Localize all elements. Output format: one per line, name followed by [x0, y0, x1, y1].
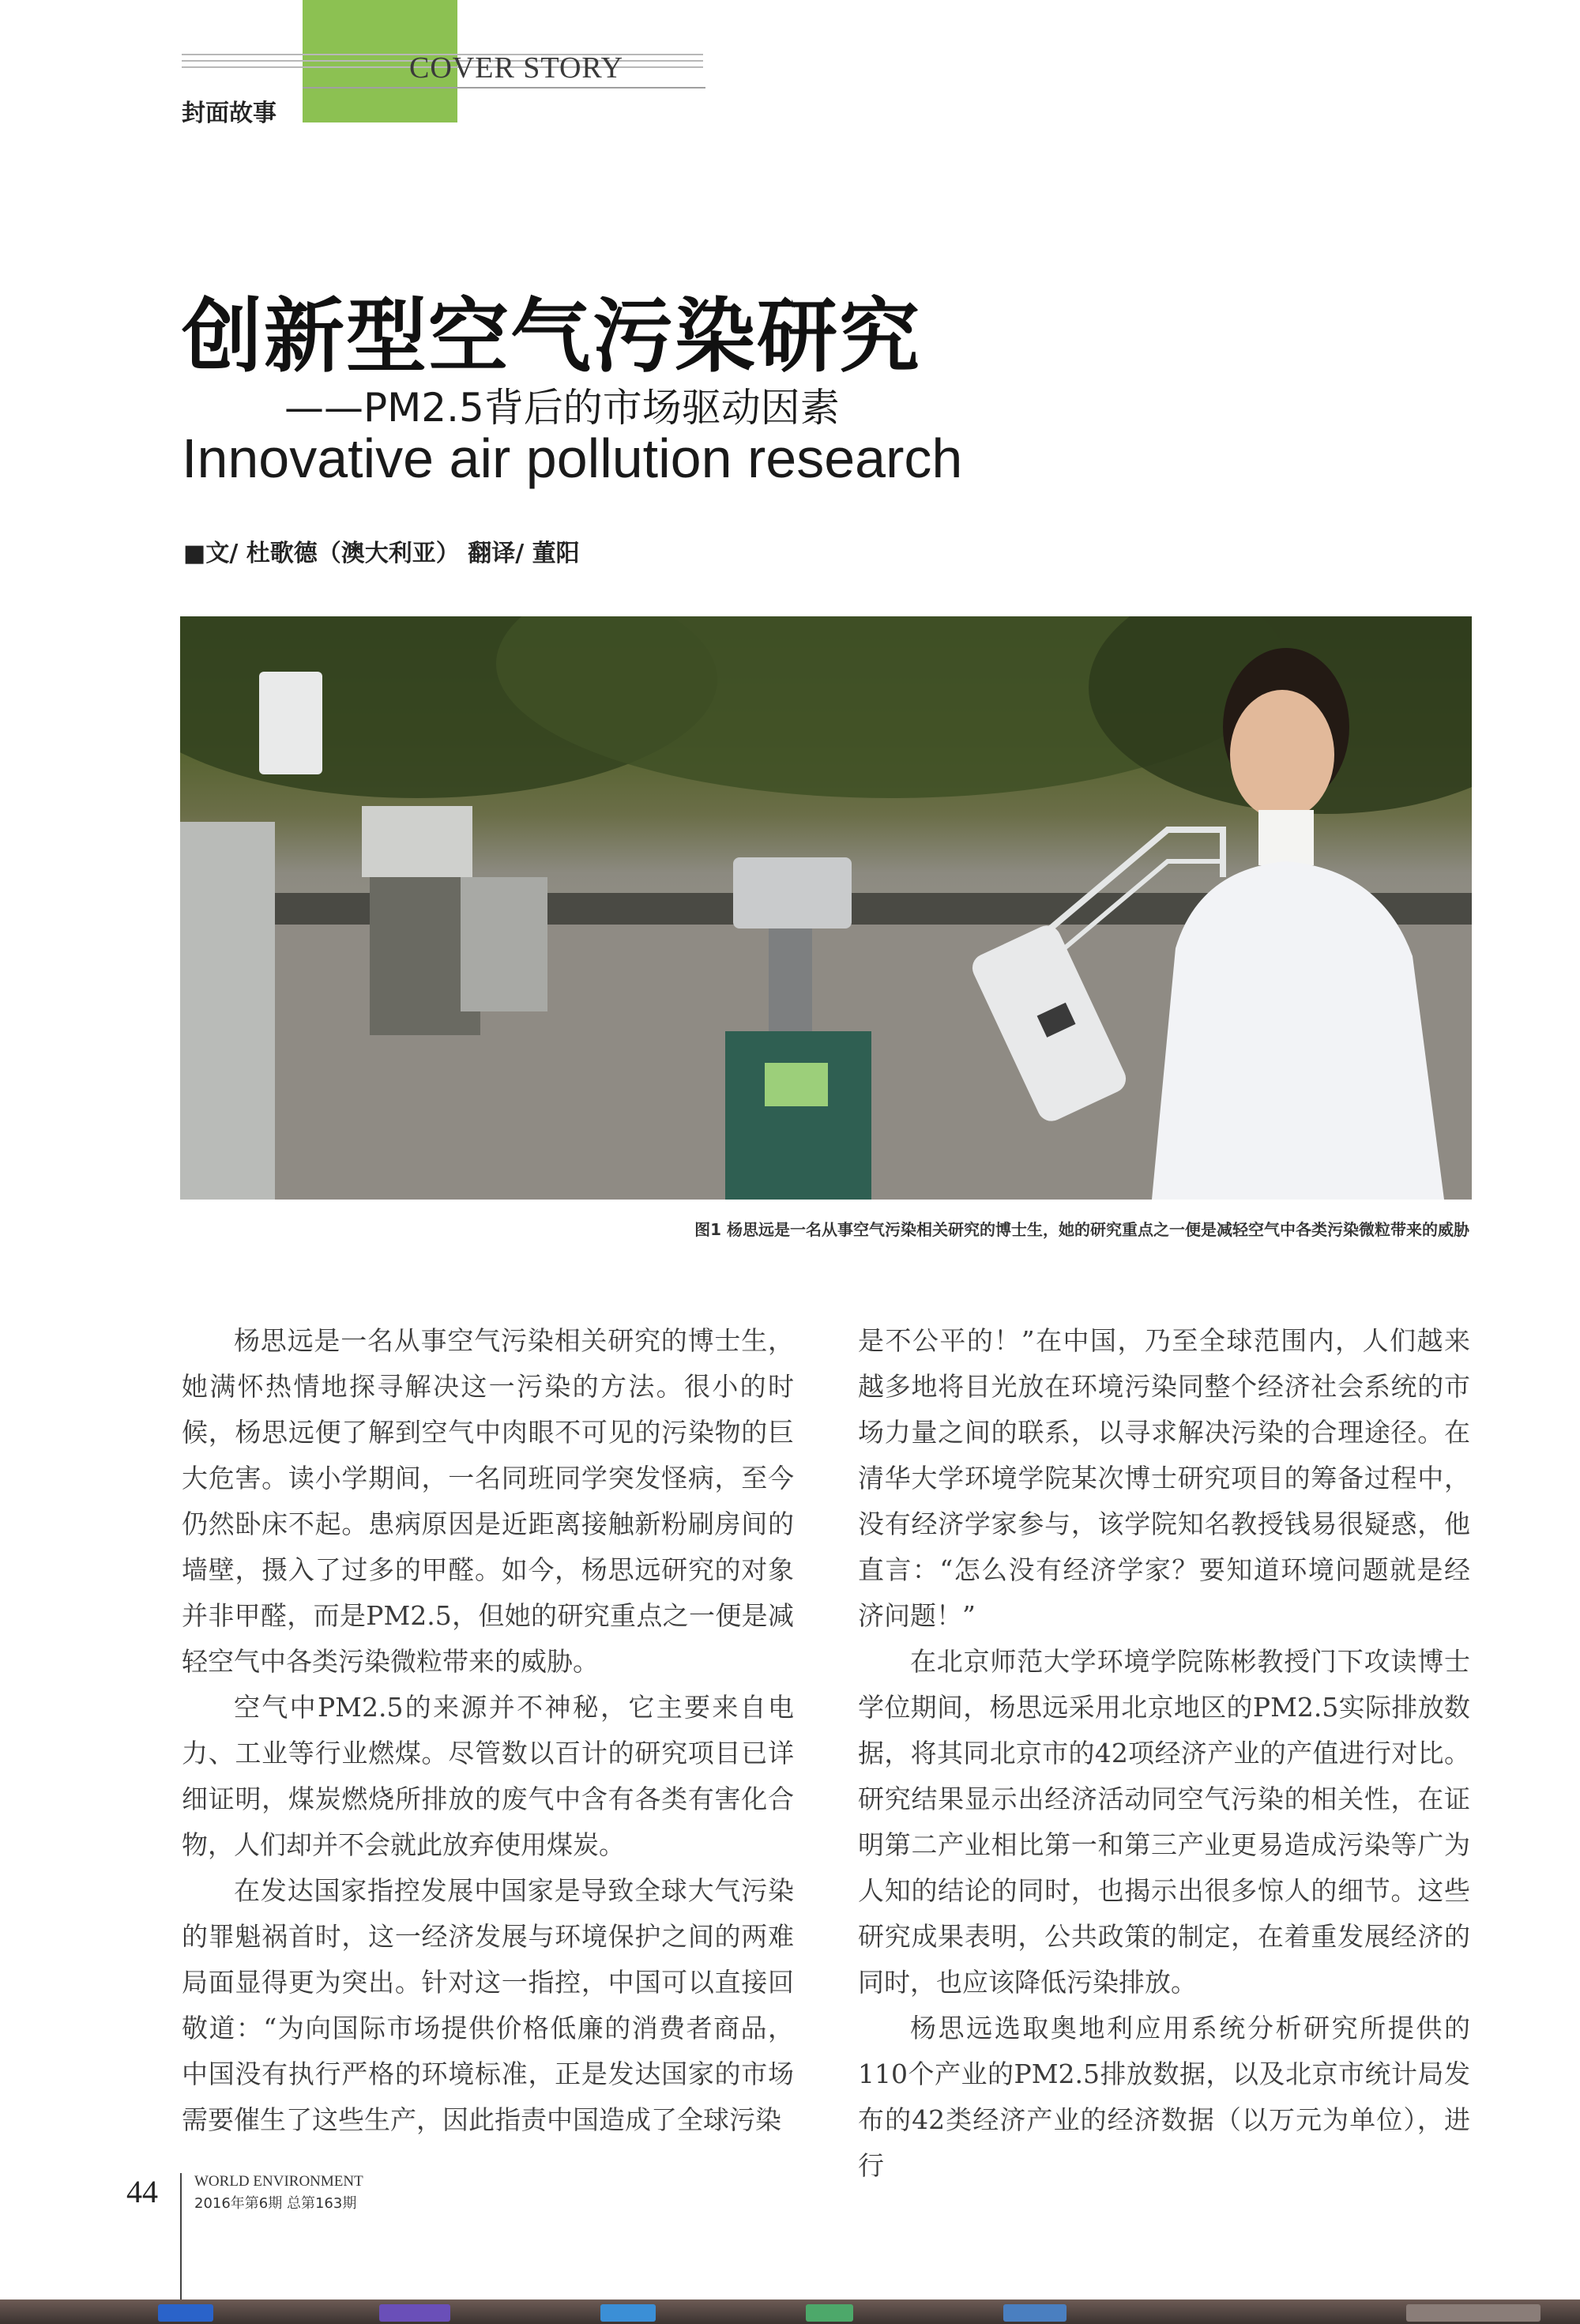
taskbar-app-icon[interactable] [600, 2304, 656, 2322]
body-paragraph: 杨思远是一名从事空气污染相关研究的博士生，她满怀热情地探寻解决这一污染的方法。很小的时候，杨思远便了解到空气中肉眼不可见的污染物的巨大危害。读小学期间，一名同班同学突发怪病，至今仍然卧床不起。患病原因是近距离接触新粉刷房间的墙壁，摄入了过多的甲醛。如今，杨思远研究的对象并非甲醛，而是PM2.5，但她的研究重点之一便是减轻空气中各类污染微粒带来的威胁。 [182, 1325, 794, 1677]
body-paragraph: 是不公平的！”在中国，乃至全球范围内，人们越来越多地将目光放在环境污染同整个经济社会系统的市场力量之间的联系，以寻求解决污染的合理途径。在清华大学环境学院某次博士研究项目的筹备过程中，没有经济学家参与，该学院知名教授钱易很疑惑，他直言：“怎么没有经济学家？要知道环境问题就是经济问题！” [858, 1325, 1470, 1631]
byline: ■文/ 杜歌德（澳大利亚） 翻译/ 董阳 [183, 540, 580, 567]
taskbar-app-icon[interactable] [1406, 2304, 1540, 2322]
body-paragraph: 杨思远选取奥地利应用系统分析研究所提供的110个产业的PM2.5排放数据，以及北京市统计局发布的42类经济产业的经济数据（以万元为单位），进行 [858, 2013, 1470, 2181]
body-paragraph: 在北京师范大学环境学院陈彬教授门下攻读博士学位期间，杨思远采用北京地区的PM2.5实际排放数据，将其同北京市的42项经济产业的产值进行对比。研究结果显示出经济活动同空气污染的相关性，在证明第二产业相比第一和第三产业更易造成污染等广为人知的结论的同时，也揭示出很多惊人的细节。这些研究成果表明，公共政策的制定，在着重发展经济的同时，也应该降低污染排放。 [858, 1646, 1470, 1998]
page-number: 44 [126, 2174, 158, 2209]
sampler-display [765, 1063, 828, 1106]
photo-caption: 图1 杨思远是一名从事空气污染相关研究的博士生，她的研究重点之一便是减轻空气中各类污染微粒带来的威胁 [694, 1220, 1469, 1239]
body-paragraph: 在发达国家指控发展中国家是导致全球大气污染的罪魁祸首时，这一经济发展与环境保护之间的两难局面显得更为突出。针对这一指控，中国可以直接回敬道：“为向国际市场提供价格低廉的消费者商品，中国没有执行严格的环境标准，正是发达国家的市场需要催生了这些生产，因此指责中国造成了全球污染 [182, 1875, 794, 2135]
body-column-right [858, 1318, 1470, 2189]
body-paragraph: 空气中PM2.5的来源并不神秘，它主要来自电力、工业等行业燃煤。尽管数以百计的研究项目已详细证明，煤炭燃烧所排放的废气中含有各类有害化合物，人们却并不会就此放弃使用煤炭。 [182, 1692, 794, 1860]
taskbar-app-icon[interactable] [806, 2304, 853, 2322]
magazine-name: WORLD ENVIRONMENT [194, 2173, 363, 2190]
article-title: 创新型空气污染研究 [182, 289, 921, 384]
cover-story-label: COVER STORY [409, 51, 624, 85]
article-subtitle: ——PM2.5背后的市场驱动因素 [284, 385, 840, 431]
taskbar-app-icon[interactable] [1003, 2304, 1066, 2322]
body-column-left [182, 1318, 794, 2143]
article-photo [180, 616, 1472, 1200]
taskbar [0, 2300, 1580, 2324]
taskbar-app-icon[interactable] [158, 2304, 213, 2322]
taskbar-app-icon[interactable] [379, 2304, 450, 2322]
photo-illustration [180, 616, 1472, 1200]
footer-rule [180, 2173, 182, 2300]
article-subtitle-en: Innovative air pollution research [182, 428, 963, 489]
section-label: 封面故事 [182, 100, 276, 127]
issue-info: 2016年第6期 总第163期 [194, 2195, 357, 2212]
header-divider [303, 87, 705, 89]
